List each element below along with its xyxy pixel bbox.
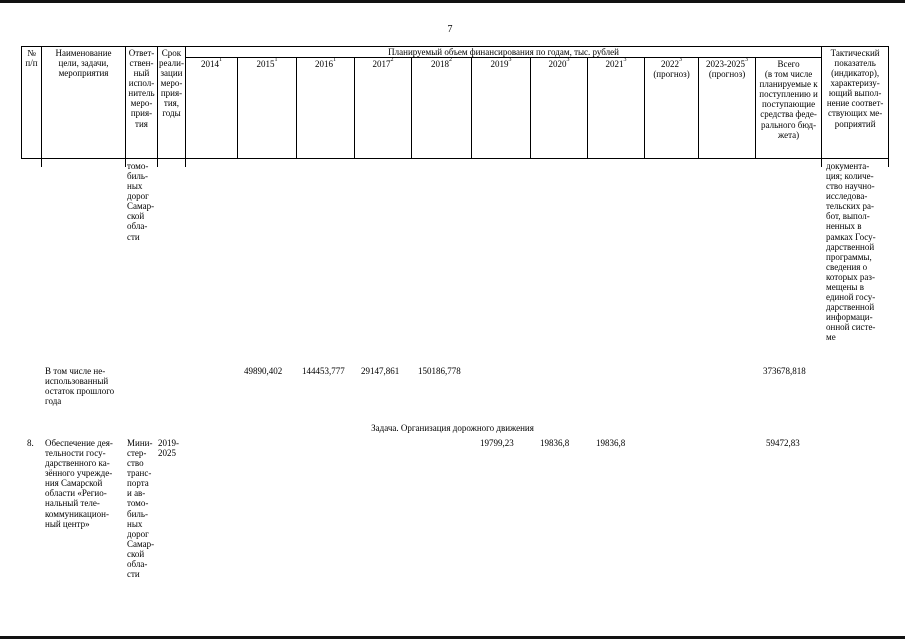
table-header — [21, 46, 889, 159]
header-year-2020: 2020$^3$ — [531, 58, 588, 159]
row-value-total: 373678,818 — [763, 366, 806, 376]
header-num: № п/п — [22, 47, 42, 159]
item8-term: 2019- 2025 — [158, 438, 179, 459]
header-funding-title: Планируемый объем финансирования по годам, тыс. рублей — [186, 47, 822, 58]
divider — [125, 159, 126, 167]
item8-value-2020: 19836,8 — [540, 438, 570, 448]
divider — [821, 159, 822, 167]
indicator-continuation: документа- ция; количе- ство научно- исследова- тельских ра- бот, выпол- ненных в рамках Госу- дарственной программы, сведения о которых раз- мещены в единой госу- дарственной информаци- онной систе- ме — [826, 161, 876, 343]
task-title: Задача. Организация дорожного движения — [371, 423, 534, 433]
row-value-2018: 150186,778 — [418, 366, 461, 376]
divider — [41, 159, 42, 167]
divider — [185, 159, 186, 167]
item8-name: Обеспечение дея- тельности госу- дарственного ка- зённого учрежде- ния Самарской области «Регио- нальный теле- коммуникацион- ный центр» — [45, 438, 113, 529]
row-name-unused-remainder: В том числе не- использованный остаток прошлого года — [45, 366, 115, 407]
item8-responsible: Мини- стер- ство транс- порта и ав- томо- биль- ных дорог Самар- ской обла- сти — [127, 438, 155, 580]
item8-number: 8. — [27, 438, 34, 448]
header-year-2017: 2017$^2$ — [355, 58, 412, 159]
divider — [888, 159, 889, 167]
top-border — [0, 0, 905, 3]
header-year-2016: 2016$^1$ — [297, 58, 355, 159]
header-year-2014: 2014$^1$ — [186, 58, 238, 159]
header-year-2018: 2018$^2$ — [412, 58, 472, 159]
row-value-2016: 144453,777 — [302, 366, 345, 376]
header-indicator: Тактический показатель (индикатор), характеризу- ющий выпол- нение соответ- ствующих ме- роприятий — [822, 47, 889, 159]
bottom-border — [0, 636, 905, 639]
row-value-2017: 29147,861 — [361, 366, 400, 376]
item8-value-total: 59472,83 — [766, 438, 800, 448]
row-value-2015: 49890,402 — [244, 366, 283, 376]
item8-value-2021: 19836,8 — [596, 438, 626, 448]
header-year-2022: 2022$^3$ (прогноз) — [645, 58, 699, 159]
responsible-continuation: томо- биль- ных дорог Самар- ской обла- сти — [127, 161, 155, 242]
item8-value-2019: 19799,23 — [480, 438, 514, 448]
header-year-2015: 2015$^1$ — [238, 58, 297, 159]
page-number: 7 — [447, 24, 453, 35]
header-term: Срок реали- зации меро- прия- тия, годы — [158, 47, 186, 159]
header-year-2019: 2019$^3$ — [472, 58, 531, 159]
header-name: Наименование цели, задачи, мероприятия — [42, 47, 126, 159]
header-year-2023-2025: 2023-2025$^3$ (прогноз) — [699, 58, 756, 159]
header-year-2021: 2021$^3$ — [588, 58, 645, 159]
header-responsible: Ответ- ствен- ный испол- нитель меро- прия- тия — [126, 47, 158, 159]
header-total: Всего (в том числе планируемые к поступлению и поступающие средства феде- рального бюд- жета) — [756, 58, 822, 159]
divider — [157, 159, 158, 167]
